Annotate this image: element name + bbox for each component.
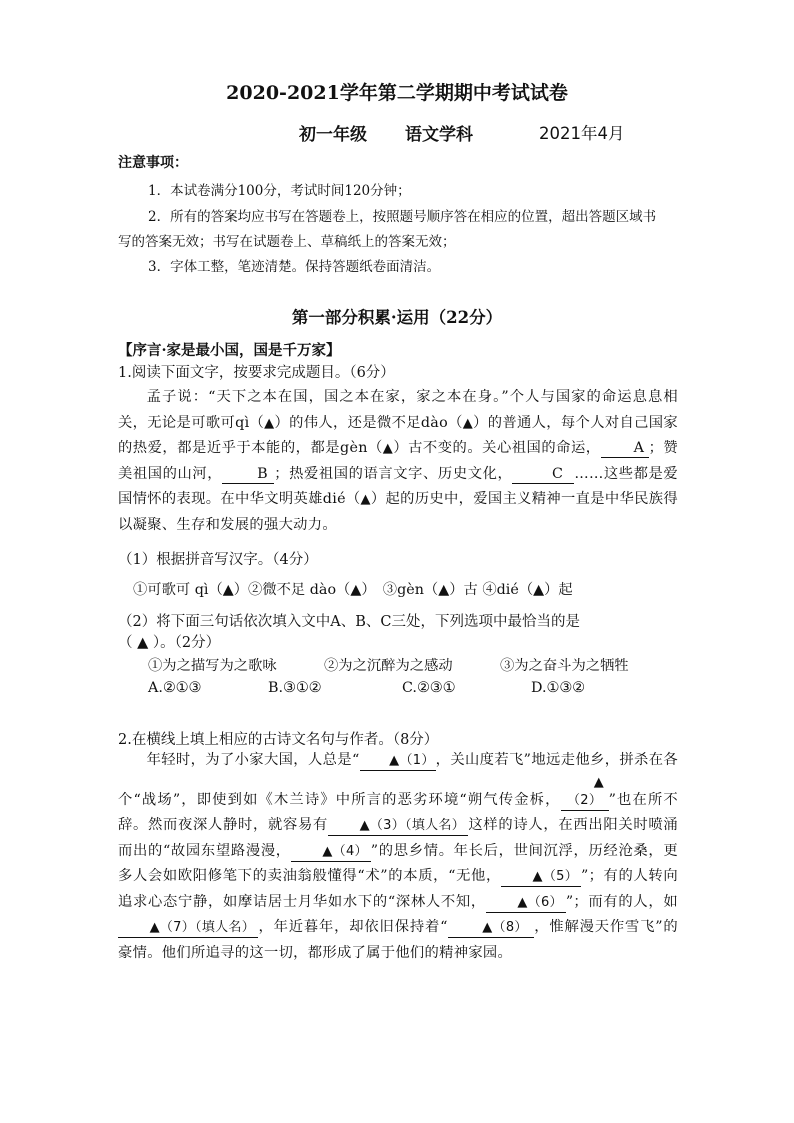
q2-blank-5: ▲（5） bbox=[501, 868, 581, 887]
sentence-2: ②为之沉醉为之感动 bbox=[324, 658, 453, 674]
q2-blank-8: ▲（8） bbox=[448, 919, 534, 938]
note-item: 写的答案无效；书写在试题卷上、草稿纸上的答案无效； bbox=[118, 234, 456, 250]
exam-title: 2020-2021学年第二学期期中考试试卷 bbox=[226, 82, 568, 104]
sub1-items: ①可歌可 qì（▲）②微不足 dào（▲） ③gèn（▲）古 ④dié（▲）起 bbox=[133, 582, 573, 598]
blank-b: B bbox=[222, 465, 274, 484]
q2-blank-3: ▲（3）（填人名） bbox=[328, 817, 468, 836]
section-heading: 【序言·家是最小国，国是千万家】 bbox=[118, 342, 341, 359]
exam-date: 2021年4月 bbox=[539, 124, 625, 143]
q2-stem: 2.在横线上填上相应的古诗文名句与作者。（8分） bbox=[118, 732, 439, 748]
blank-c: C bbox=[512, 465, 574, 484]
q2-blank-2: ▲（2） bbox=[561, 774, 609, 811]
note-item: 2．所有的答案均应书写在答题卷上，按照题号顺序答在相应的位置，超出答题区域书 bbox=[148, 209, 657, 225]
part-title: 第一部分积累·运用（22分） bbox=[291, 308, 503, 327]
q2-blank-1: ▲（1） bbox=[360, 752, 436, 771]
option-c: C.②③① bbox=[402, 680, 456, 696]
q2-blank-7: ▲（7）（填人名） bbox=[118, 919, 258, 938]
q2-blank-6: ▲（6） bbox=[486, 894, 566, 913]
q1-passage: 孟子说：“天下之本在国，国之本在家，家之本在身。”个人与国家的命运息息相关，无论是可歌可qì（▲）的伟人，还是微不足dào（▲）的普通人，每个人对自己国家的热爱，都是近乎于本能的，都是gèn（▲）古不变的。关心祖国的命运， A ；赞美祖国的山河， B ；热爱祖国的语言文字、历史文化， C ……这些都是爱国情怀的表现。在中华文明英雄dié（▲）起的历史中，爱国主义精神一直是中华民族得以凝聚、生存和发展的强大动力。 bbox=[118, 389, 678, 533]
subject-label: 语文学科 bbox=[405, 125, 473, 145]
sentence-3: ③为之奋斗为之牺牲 bbox=[500, 658, 629, 674]
q2-blank-4: ▲（4） bbox=[291, 843, 371, 862]
q1-stem: 1.阅读下面文字，按要求完成题目。（6分） bbox=[118, 365, 395, 381]
sub1-stem: （1）根据拼音写汉字。（4分） bbox=[118, 552, 318, 568]
note-item: 1．本试卷满分100分，考试时间120分钟； bbox=[148, 183, 411, 199]
note-item: 3．字体工整，笔迹清楚。保持答题纸卷面清洁。 bbox=[148, 259, 441, 275]
notes-heading: 注意事项： bbox=[118, 155, 188, 171]
option-a: A.②①③ bbox=[148, 680, 202, 696]
sub2-stem-line2: （ ▲ ）。（2分） bbox=[118, 635, 221, 651]
option-b: B.③①② bbox=[268, 680, 322, 696]
blank-a: A bbox=[601, 439, 649, 458]
q2-passage: 年轻时，为了小家大国，人总是“ ▲（1），关山度若飞”地远走他乡，拼杀在各个“战场”，即使到如《木兰诗》中所言的恶劣环境“朔气传金柝，▲（2） ”也在所不辞。然而夜深人静时，就容易有 ▲（3）（填人名） 这样的诗人，在西出阳关时喷涌而出的“故园东望路漫漫， ▲（4） ”的思乡情。年长后，世间沉浮，历经沧桑，更多人会如欧阳修笔下的卖油翁般懂得“术”的本质，“无他， ▲（5） ”；有的人转向追求心态宁静，如摩诘居士月华如水下的“深林人不知， ▲（6） ”；而有的人，如▲（7）（填人名） ，年近暮年，却依旧保持着“ ▲（8） ，惟解漫天作雪飞”的豪情。他们所追寻的这一切，都形成了属于他们的精神家园。 bbox=[118, 752, 678, 961]
sub2-stem-line1: （2）将下面三句话依次填入文中A、B、C三处，下列选项中最恰当的是 bbox=[118, 614, 580, 630]
grade-label: 初一年级 bbox=[299, 125, 367, 145]
option-d: D.①③② bbox=[531, 680, 585, 696]
sentence-1: ①为之描写为之歌咏 bbox=[148, 658, 277, 674]
